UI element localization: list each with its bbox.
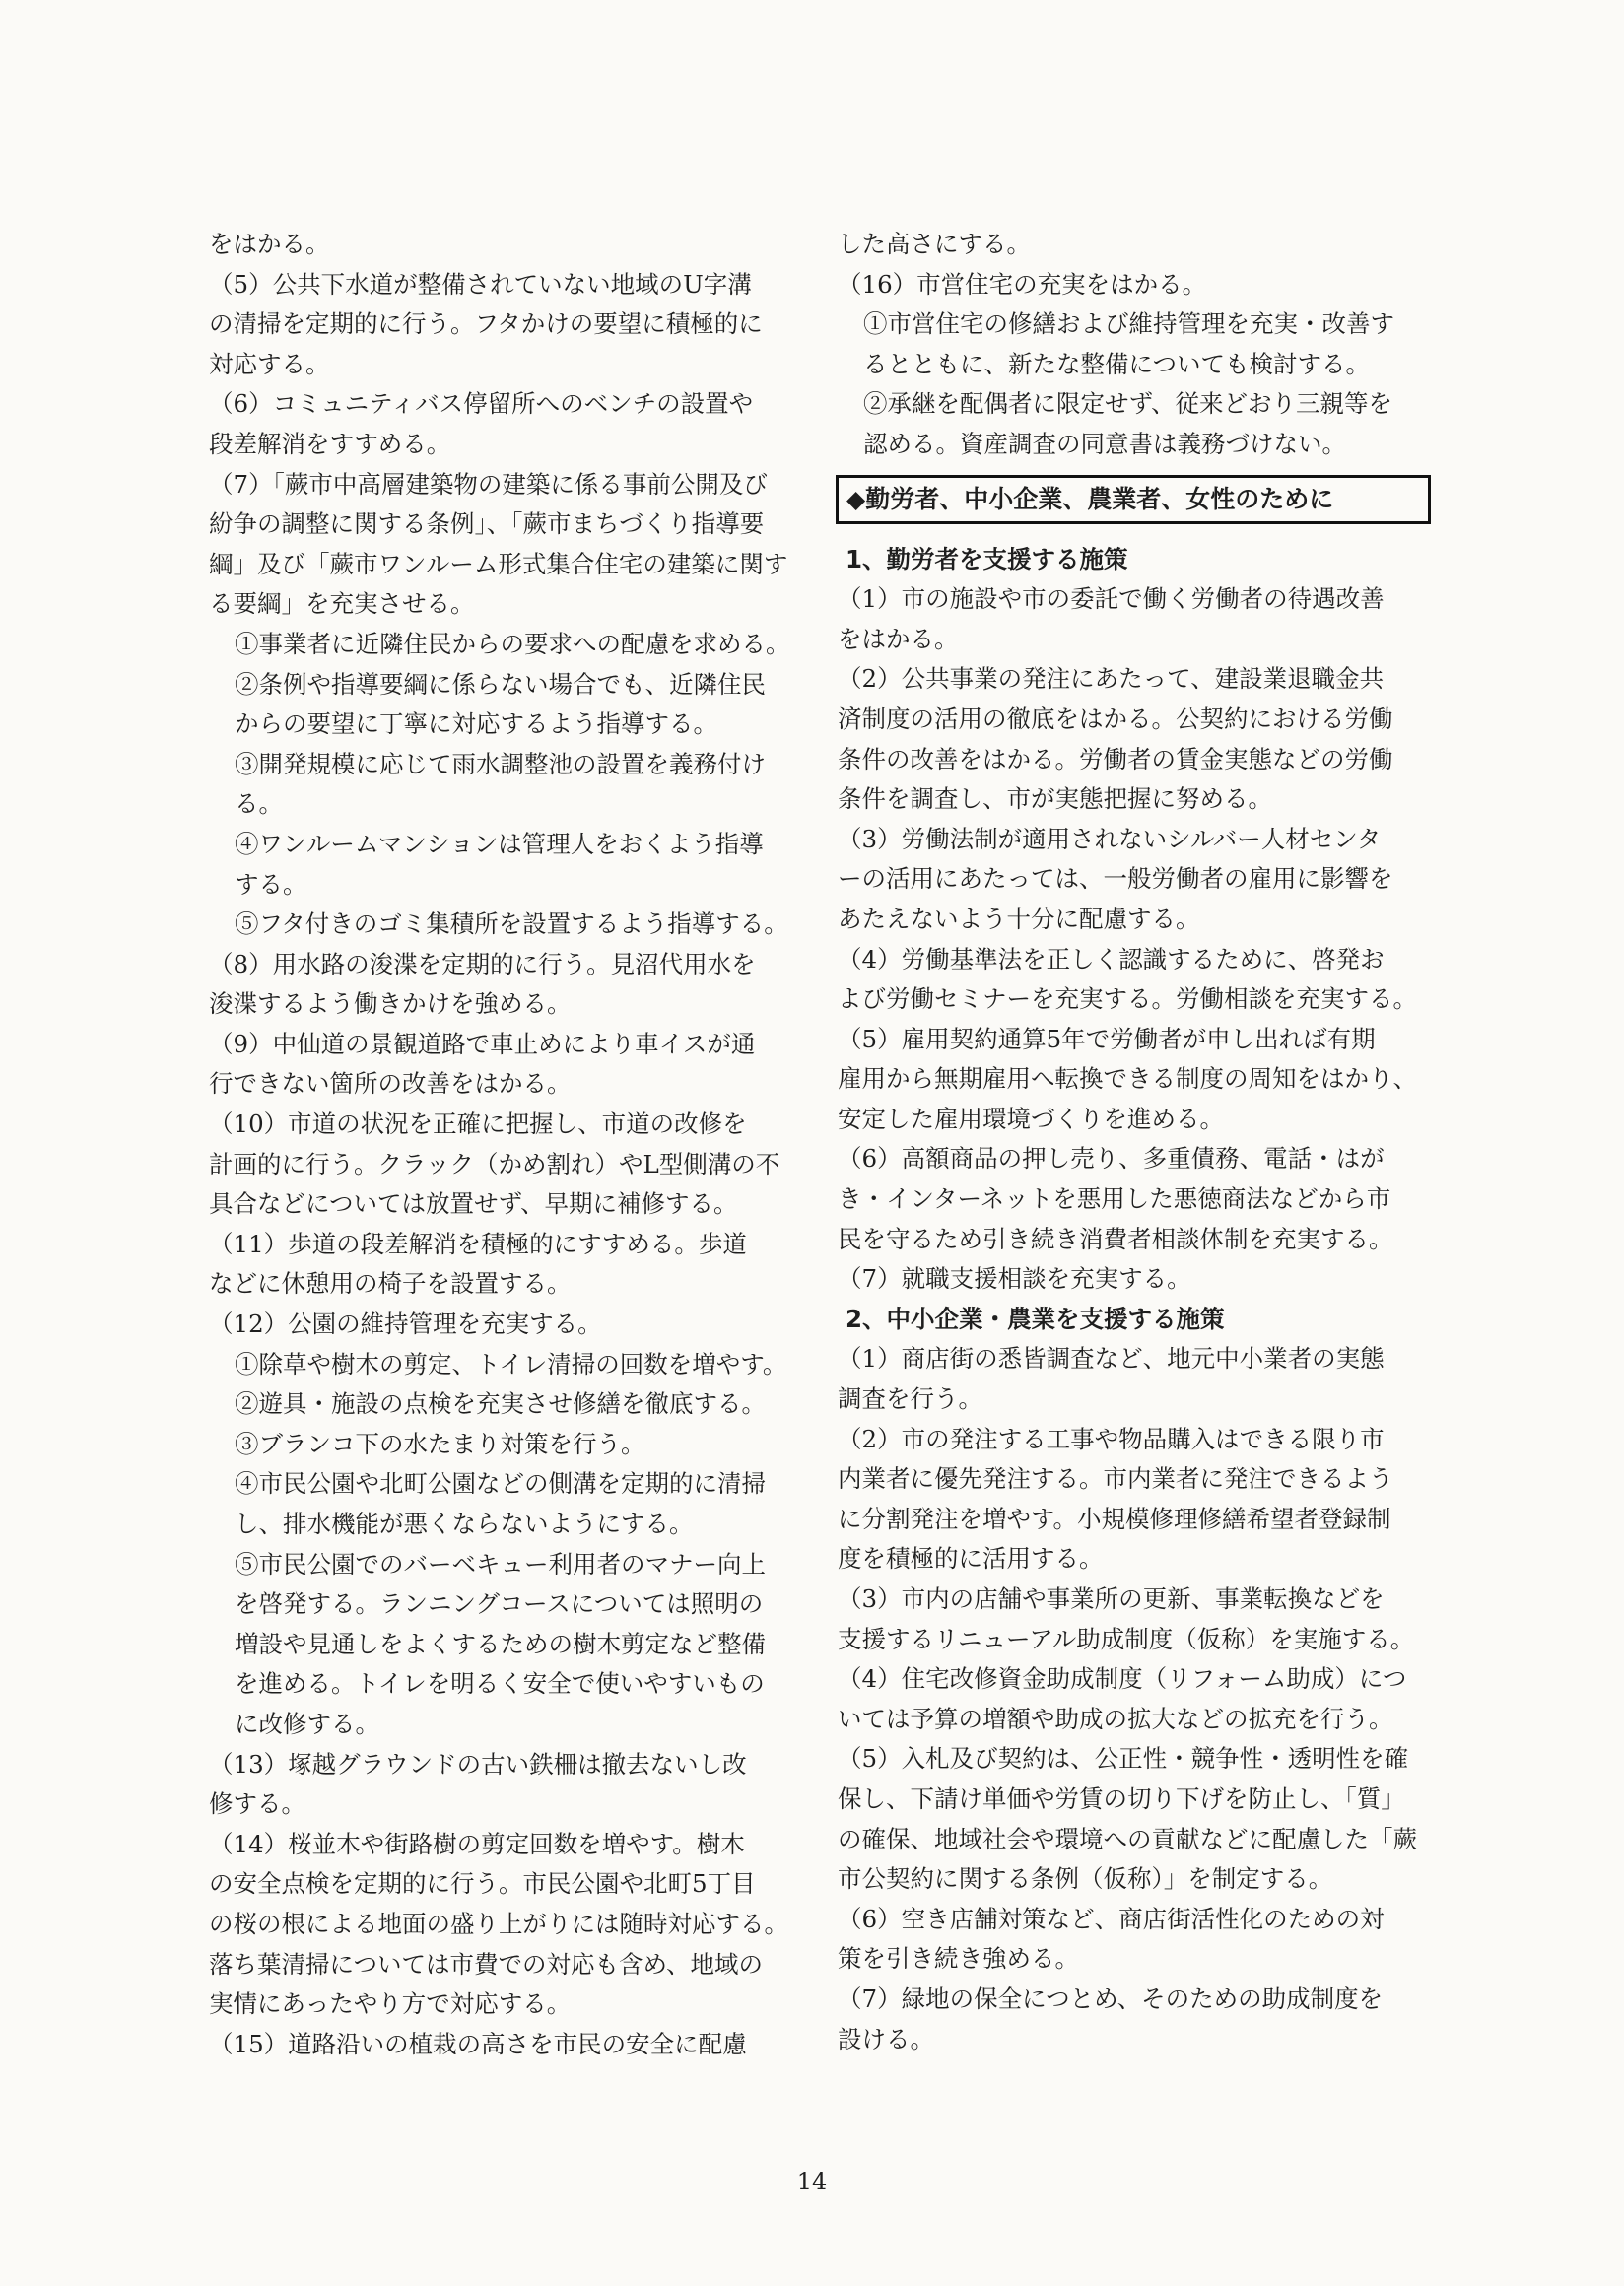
text-line: る。	[235, 789, 283, 819]
text-line: 民を守るため引き続き消費者相談体制を充実する。	[838, 1224, 1393, 1253]
text-line: （2）公共事業の発注にあたって、建設業退職金共	[838, 664, 1385, 694]
text-line: ②条例や指導要綱に係らない場合でも、近隣住民	[235, 669, 766, 699]
text-line: する。	[235, 869, 307, 899]
text-line: （4）労働基準法を正しく認識するために、啓発お	[838, 944, 1385, 974]
text-line: 策を引き続き強める。	[838, 1944, 1079, 1974]
text-line: ①除草や樹木の剪定、トイレ清掃の回数を増やす。	[235, 1349, 787, 1378]
text-line: 保し、下請け単価や労賃の切り下げを防止し、「質」	[838, 1783, 1405, 1813]
text-line: 調査を行う。	[838, 1384, 982, 1414]
text-line: （5）入札及び契約は、公正性・競争性・透明性を確	[838, 1744, 1409, 1774]
text-line: 具合などについては放置せず、早期に補修する。	[209, 1189, 738, 1219]
text-line: をはかる。	[209, 230, 330, 258]
text-line: 内業者に優先発注する。市内業者に発注できるよう	[838, 1464, 1393, 1494]
left-column	[209, 225, 794, 2064]
text-line: の桜の根による地面の盛り上がりには随時対応する。	[209, 1909, 788, 1938]
text-line: 度を積極的に活用する。	[838, 1544, 1104, 1574]
text-line: からの要望に丁寧に対応するよう指導する。	[235, 709, 717, 739]
text-line: し、排水機能が悪くならないようにする。	[235, 1510, 694, 1538]
text-line: に改修する。	[235, 1709, 379, 1738]
section-heading: ◆勤労者、中小企業、農業者、女性のために	[836, 475, 1431, 524]
text-line: 認める。資産調査の同意書は義務づけない。	[863, 429, 1346, 458]
text-line: （15）道路沿いの植栽の高さを市民の安全に配慮	[209, 2029, 747, 2058]
text-line: ④市民公園や北町公園などの側溝を定期的に清掃	[235, 1469, 766, 1499]
text-line: あたえないよう十分に配慮する。	[838, 904, 1200, 933]
text-line: 市公契約に関する条例（仮称）」を制定する。	[838, 1864, 1333, 1894]
text-line: ⑤市民公園でのバーベキュー利用者のマナー向上	[235, 1549, 766, 1579]
text-line: ③ブランコ下の水たまり対策を行う。	[235, 1429, 645, 1458]
text-line: 対応する。	[209, 349, 330, 378]
text-line: を進める。トイレを明るく安全で使いやすいもの	[235, 1669, 765, 1699]
text-line: 安定した雇用環境づくりを進める。	[838, 1104, 1224, 1133]
text-line: （6）高額商品の押し売り、多重債務、電話・はが	[838, 1144, 1385, 1174]
text-line: （12）公園の維持管理を充実する。	[209, 1310, 602, 1339]
text-line: ④ワンルームマンションは管理人をおくよう指導	[235, 829, 764, 858]
text-line: 済制度の活用の徹底をはかる。公契約における労働	[838, 704, 1393, 733]
text-line: き・インターネットを悪用した悪徳商法などから市	[838, 1184, 1391, 1214]
text-line: 条件の改善をはかる。労働者の賃金実態などの労働	[838, 744, 1393, 773]
text-line: （1）商店街の悉皆調査など、地元中小業者の実態	[838, 1344, 1385, 1374]
text-line: の確保、地域社会や環境への貢献などに配慮した「蕨	[838, 1824, 1417, 1853]
text-line: （16）市営住宅の充実をはかる。	[838, 269, 1207, 299]
text-line: （1）市の施設や市の委託で働く労働者の待遇改善	[838, 584, 1385, 614]
text-line: （10）市道の状況を正確に把握し、市道の改修を	[209, 1109, 747, 1139]
text-line: （6）空き店舗対策など、商店街活性化のための対	[838, 1904, 1385, 1933]
text-line: （14）桜並木や街路樹の剪定回数を増やす。樹木	[209, 1829, 745, 1858]
text-line: （5）公共下水道が整備されていない地域のU字溝	[209, 269, 752, 299]
text-line: などに休憩用の椅子を設置する。	[209, 1269, 572, 1299]
text-line: （7）就職支援相談を充実する。	[838, 1264, 1191, 1294]
text-line: るとともに、新たな整備についても検討する。	[863, 349, 1371, 378]
text-line: ①事業者に近隣住民からの要求への配慮を求める。	[235, 629, 790, 658]
text-line: を啓発する。ランニングコースについては照明の	[235, 1589, 764, 1619]
page-number: 14	[796, 2168, 828, 2195]
text-line: （5）雇用契約通算5年で労働者が申し出れば有期	[838, 1024, 1376, 1053]
text-line: ⑤フタ付きのゴミ集積所を設置するよう指導する。	[235, 909, 788, 939]
text-line: （6）コミュニティバス停留所へのベンチの設置や	[209, 389, 754, 419]
text-line: る要綱」を充実させる。	[209, 589, 475, 619]
text-line: の安全点検を定期的に行う。市民公園や北町5丁目	[209, 1869, 756, 1899]
text-line: 浚渫するよう働きかけを強める。	[209, 989, 572, 1019]
text-line: ③開発規模に応じて雨水調整池の設置を義務付け	[235, 749, 766, 778]
subsection-heading: 1、勤労者を支援する施策	[846, 544, 1128, 573]
text-line: よび労働セミナーを充実する。労働相談を充実する。	[838, 984, 1417, 1014]
text-line: （13）塚越グラウンドの古い鉄柵は撤去ないし改	[209, 1749, 747, 1779]
text-line: の清掃を定期的に行う。フタかけの要望に積極的に	[209, 309, 763, 339]
text-line: 設ける。	[838, 2024, 934, 2053]
text-line: 修する。	[209, 1789, 305, 1819]
text-line: （8）用水路の浚渫を定期的に行う。見沼代用水を	[209, 949, 756, 978]
text-line: 増設や見通しをよくするための樹木剪定など整備	[235, 1629, 766, 1658]
text-line: 紛争の調整に関する条例」、「蕨市まちづくり指導要	[209, 509, 765, 539]
text-line: （7）「蕨市中高層建築物の建築に係る事前公開及び	[209, 469, 768, 499]
text-line: ②承継を配偶者に限定せず、従来どおり三親等を	[863, 389, 1393, 419]
subsection-heading: 2、中小企業・農業を支援する施策	[846, 1304, 1225, 1333]
text-line: に分割発注を増やす。小規模修理修繕希望者登録制	[838, 1504, 1391, 1533]
text-line: （3）労働法制が適用されないシルバー人材センタ	[838, 824, 1382, 853]
text-line: 計画的に行う。クラック（かめ割れ）やL型側溝の不	[209, 1149, 780, 1178]
right-column	[838, 225, 1429, 2059]
text-line: （2）市の発注する工事や物品購入はできる限り市	[838, 1424, 1385, 1453]
text-line: をはかる。	[838, 624, 959, 653]
text-line: （11）歩道の段差解消を積極的にすすめる。歩道	[209, 1229, 747, 1258]
text-line: （9）中仙道の景観道路で車止めにより車イスが通	[209, 1029, 756, 1058]
text-line: 行できない箇所の改善をはかる。	[209, 1069, 572, 1099]
text-line: いては予算の増額や助成の拡大などの拡充を行う。	[838, 1704, 1393, 1733]
text-line: ②遊具・施設の点検を充実させ修繕を徹底する。	[235, 1389, 766, 1419]
text-line: ーの活用にあたっては、一般労働者の雇用に影響を	[838, 864, 1393, 894]
text-line: 落ち葉清掃については市費での対応も含め、地域の	[209, 1949, 764, 1979]
text-line: 条件を調査し、市が実態把握に努める。	[838, 784, 1272, 814]
text-line: した高さにする。	[838, 230, 1031, 258]
text-line: 雇用から無期雇用へ転換できる制度の周知をはかり、	[838, 1064, 1417, 1094]
text-line: 実情にあったやり方で対応する。	[209, 1989, 572, 2019]
text-line: 支援するリニューアル助成制度（仮称）を実施する。	[838, 1624, 1415, 1653]
text-line: （7）緑地の保全につとめ、そのための助成制度を	[838, 1983, 1384, 2013]
text-line: 綱」及び「蕨市ワンルーム形式集合住宅の建築に関す	[209, 549, 788, 578]
text-line: ①市営住宅の修繕および維持管理を充実・改善す	[863, 309, 1394, 339]
text-line: 段差解消をすすめる。	[209, 429, 451, 458]
text-line: （4）住宅改修資金助成制度（リフォーム助成）につ	[838, 1664, 1407, 1694]
text-line: （3）市内の店舗や事業所の更新、事業転換などを	[838, 1584, 1385, 1613]
section-heading-box	[838, 465, 1429, 540]
